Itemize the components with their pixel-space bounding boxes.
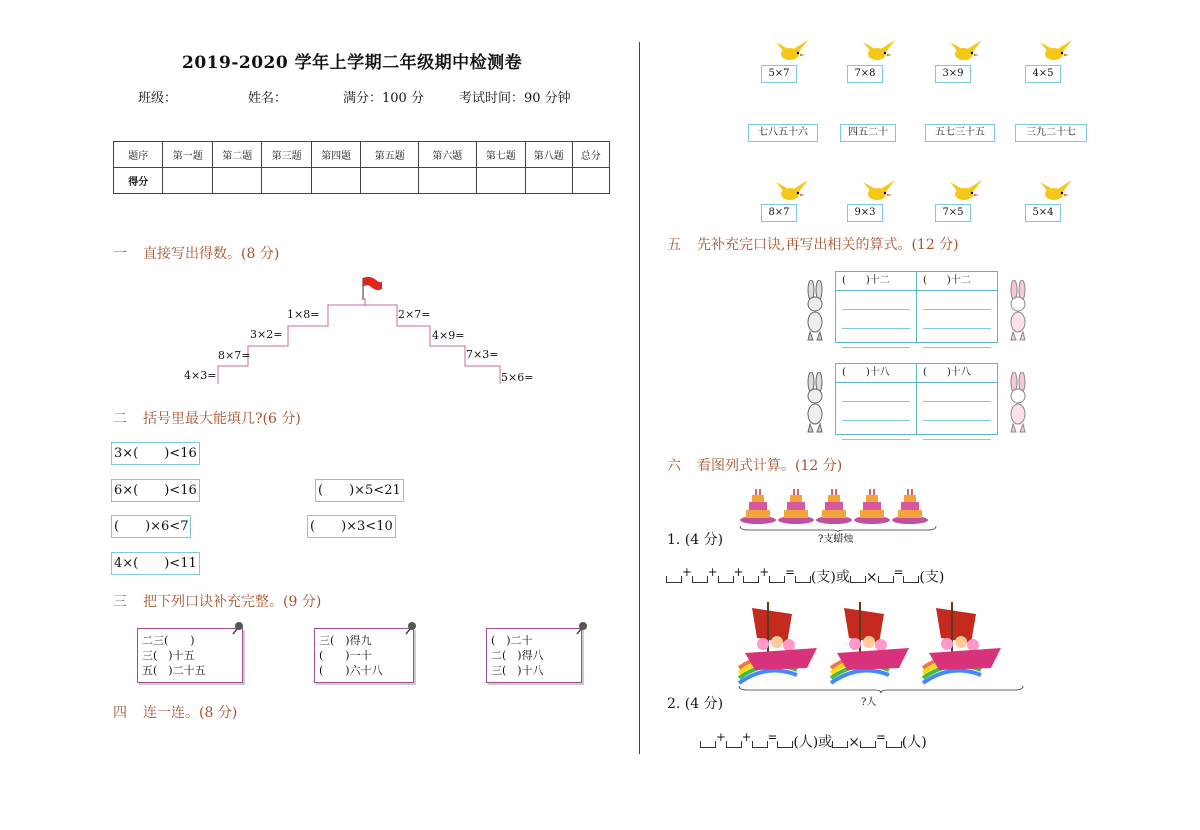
score-input-cell[interactable] <box>262 168 311 194</box>
boats-illustration <box>737 598 1027 694</box>
rhyme-grid <box>835 271 998 343</box>
section-title: 先补充完口诀,再写出相关的算式。(12 分) <box>697 237 959 253</box>
score-cell: 总分 <box>572 142 609 168</box>
score-cell: 第七题 <box>476 142 525 168</box>
bird-icon <box>774 180 810 204</box>
score-cell: 第一题 <box>163 142 212 168</box>
answer-line[interactable] <box>842 411 910 421</box>
score-table-score-row <box>114 168 610 194</box>
inequality-item[interactable]: 4×( )<11 <box>111 552 200 575</box>
score-input-cell[interactable] <box>212 168 261 194</box>
blank[interactable] <box>743 576 759 583</box>
section-number: 三 <box>113 594 127 610</box>
grid-head[interactable]: ( )十二 <box>836 272 916 291</box>
section-6-heading <box>667 455 842 475</box>
bird-icon <box>861 180 897 204</box>
rabbit-icon <box>1003 280 1033 342</box>
boat-icon <box>831 602 909 683</box>
plus: + <box>733 565 744 579</box>
score-cell: 第五题 <box>361 142 419 168</box>
grid-column <box>917 272 997 342</box>
inequality-item[interactable]: 3×( )<16 <box>111 442 200 465</box>
pushpin-icon <box>575 621 589 635</box>
blank[interactable] <box>777 741 793 748</box>
cake-icon <box>740 489 776 524</box>
unit-or: (人)或 <box>793 734 833 751</box>
answer-line[interactable] <box>923 319 991 329</box>
section-number: 二 <box>113 411 127 427</box>
score-input-cell[interactable] <box>311 168 360 194</box>
expr-box[interactable]: 7×5 <box>935 204 971 222</box>
stair-expr: 4×3= <box>184 369 217 382</box>
grid-column <box>836 364 917 434</box>
rhyme-card <box>314 628 414 683</box>
grid-head[interactable]: ( )十八 <box>917 364 997 383</box>
grid-column <box>917 364 997 434</box>
rhyme-line[interactable]: ( )六十八 <box>319 664 383 677</box>
answer-line[interactable] <box>842 392 910 402</box>
unit: (支) <box>919 569 945 586</box>
stair-expr: 4×9= <box>432 329 465 342</box>
rhyme-grid <box>835 363 998 435</box>
score-input-cell[interactable] <box>476 168 525 194</box>
answer-line[interactable] <box>923 430 991 440</box>
equals: = <box>767 730 778 744</box>
q2-caption: ?人 <box>861 697 877 708</box>
rhyme-line[interactable]: 三( )十五 <box>142 649 195 662</box>
boat-icon <box>923 602 1001 683</box>
section-5-heading <box>667 234 959 254</box>
boat-icon <box>739 602 817 683</box>
name-label: 姓名： <box>248 91 288 106</box>
section-title: 直接写出得数。(8 分) <box>143 246 280 262</box>
plus: + <box>682 565 692 579</box>
answer-line[interactable] <box>923 411 991 421</box>
rhyme-card <box>486 628 582 683</box>
score-input-cell[interactable] <box>361 168 419 194</box>
blank[interactable] <box>726 741 742 748</box>
score-cell: 第三题 <box>262 142 311 168</box>
inequality-item[interactable]: ( )×3<10 <box>307 515 396 538</box>
bird-icon <box>948 40 984 64</box>
stair-expr: 3×2= <box>250 328 283 341</box>
blank[interactable] <box>718 576 734 583</box>
score-cell: 第四题 <box>311 142 360 168</box>
pushpin-icon <box>404 621 418 635</box>
rhyme-line[interactable]: 二( )得八 <box>491 649 544 662</box>
rabbit-icon <box>800 280 830 342</box>
stair-expr: 5×6= <box>501 371 534 384</box>
blank[interactable] <box>832 741 848 748</box>
cake-icon <box>892 489 928 524</box>
section-title: 连一连。(8 分) <box>143 705 238 721</box>
score-input-cell[interactable] <box>163 168 212 194</box>
cake-icon <box>816 489 852 524</box>
plus: + <box>707 565 718 579</box>
score-cell: 第八题 <box>526 142 572 168</box>
expr-box[interactable]: 5×4 <box>1025 204 1061 222</box>
stair-expr: 2×7= <box>398 308 431 321</box>
blank[interactable] <box>692 576 708 583</box>
expr-box[interactable]: 5×7 <box>761 65 797 83</box>
score-cell: 第六题 <box>419 142 477 168</box>
answer-line[interactable] <box>842 319 910 329</box>
column-divider <box>639 42 640 754</box>
flag-icon <box>363 277 382 290</box>
blank[interactable] <box>860 741 876 748</box>
unit-or: (支)或 <box>810 569 850 586</box>
stair-expr: 7×3= <box>466 348 499 361</box>
brace <box>739 686 1023 693</box>
rhyme-line[interactable]: 三( )得九 <box>319 634 372 647</box>
expr-box[interactable]: 4×5 <box>1025 65 1061 83</box>
rhyme-line[interactable]: ( )二十 <box>491 634 533 647</box>
blank[interactable] <box>752 741 768 748</box>
section-number: 六 <box>667 458 681 474</box>
q2-label: 2. (4 分) <box>667 696 724 712</box>
rabbit-icon <box>800 372 830 434</box>
score-input-cell[interactable] <box>419 168 477 194</box>
bird-icon <box>1038 40 1074 64</box>
section-2-heading <box>113 408 301 428</box>
section-3-heading <box>113 591 321 611</box>
expr-box[interactable]: 3×9 <box>935 65 971 83</box>
q1-equation[interactable] <box>666 565 944 587</box>
section-number: 一 <box>113 246 127 262</box>
expr-box[interactable]: 9×3 <box>847 204 883 222</box>
rhyme-line[interactable]: 三( )十八 <box>491 664 544 677</box>
cakes-illustration <box>738 486 938 532</box>
rhyme-line[interactable]: ( )一十 <box>319 649 372 662</box>
page-title: 2019-2020 学年上学期二年级期中检测卷 <box>182 53 523 73</box>
bird-icon <box>1038 180 1074 204</box>
score-cell: 题序 <box>114 142 163 168</box>
times: × <box>848 734 861 751</box>
rhyme-box[interactable]: 四五二十 <box>840 124 896 142</box>
score-row-label: 得分 <box>114 168 163 194</box>
answer-line[interactable] <box>923 300 991 310</box>
rhyme-box[interactable]: 五七三十五 <box>925 124 995 142</box>
unit: (人) <box>901 734 927 751</box>
cake-icon <box>778 489 814 524</box>
score-table-header-row <box>114 142 610 168</box>
stair-expr: 1×8= <box>287 308 320 321</box>
times: × <box>865 569 878 586</box>
inequality-item[interactable]: ( )×5<21 <box>315 479 404 502</box>
answer-line[interactable] <box>842 338 910 348</box>
blank[interactable] <box>850 576 866 583</box>
pushpin-icon <box>231 621 245 635</box>
equals: = <box>785 565 795 579</box>
answer-line[interactable] <box>842 430 910 440</box>
section-number: 四 <box>113 705 127 721</box>
blank[interactable] <box>903 576 919 583</box>
exam-time: 考试时间：90 分钟 <box>459 91 571 106</box>
score-table <box>113 141 610 194</box>
blank[interactable] <box>666 576 682 583</box>
section-title: 括号里最大能填几?(6 分) <box>143 411 301 427</box>
blank[interactable] <box>886 741 902 748</box>
equals: = <box>893 565 904 579</box>
score-input-cell[interactable] <box>526 168 572 194</box>
expr-box[interactable]: 7×8 <box>847 65 883 83</box>
full-score: 满分：100 分 <box>343 91 424 106</box>
bird-icon <box>948 180 984 204</box>
blank[interactable] <box>795 576 811 583</box>
expr-box[interactable]: 8×7 <box>761 204 797 222</box>
class-label: 班级： <box>138 91 178 106</box>
section-4-heading <box>113 702 237 722</box>
rhyme-card <box>137 628 243 683</box>
q1-caption: ?支蜡烛 <box>818 534 854 545</box>
grid-head[interactable]: ( )十二 <box>917 272 997 291</box>
stair-expr: 8×7= <box>218 349 251 362</box>
plus: + <box>741 730 752 744</box>
grid-head[interactable]: ( )十八 <box>836 364 916 383</box>
rhyme-box[interactable]: 三九二十七 <box>1015 124 1087 142</box>
equals: = <box>876 730 886 744</box>
blank[interactable] <box>878 576 894 583</box>
inequality-item[interactable]: ( )×6<7 <box>111 515 191 538</box>
q2-equation[interactable] <box>700 730 927 752</box>
section-title: 把下列口诀补充完整。(9 分) <box>143 594 322 610</box>
answer-line[interactable] <box>923 338 991 348</box>
inequality-item[interactable]: 6×( )<16 <box>111 479 200 502</box>
score-cell: 第二题 <box>212 142 261 168</box>
rhyme-line[interactable]: 二三( ) <box>142 634 195 647</box>
blank[interactable] <box>769 576 785 583</box>
section-number: 五 <box>667 237 681 253</box>
answer-line[interactable] <box>923 392 991 402</box>
cake-icon <box>854 489 890 524</box>
section-1-heading <box>113 243 279 263</box>
rhyme-box[interactable]: 七八五十六 <box>748 124 818 142</box>
q1-label: 1. (4 分) <box>667 532 724 548</box>
grid-column <box>836 272 917 342</box>
rhyme-line[interactable]: 五( )二十五 <box>142 664 206 677</box>
bird-icon <box>774 40 810 64</box>
plus: + <box>716 730 726 744</box>
section-title: 看图列式计算。(12 分) <box>697 458 843 474</box>
rabbit-icon <box>1003 372 1033 434</box>
score-input-cell[interactable] <box>572 168 609 194</box>
blank[interactable] <box>700 741 716 748</box>
answer-line[interactable] <box>842 300 910 310</box>
bird-icon <box>861 40 897 64</box>
plus: + <box>759 565 770 579</box>
